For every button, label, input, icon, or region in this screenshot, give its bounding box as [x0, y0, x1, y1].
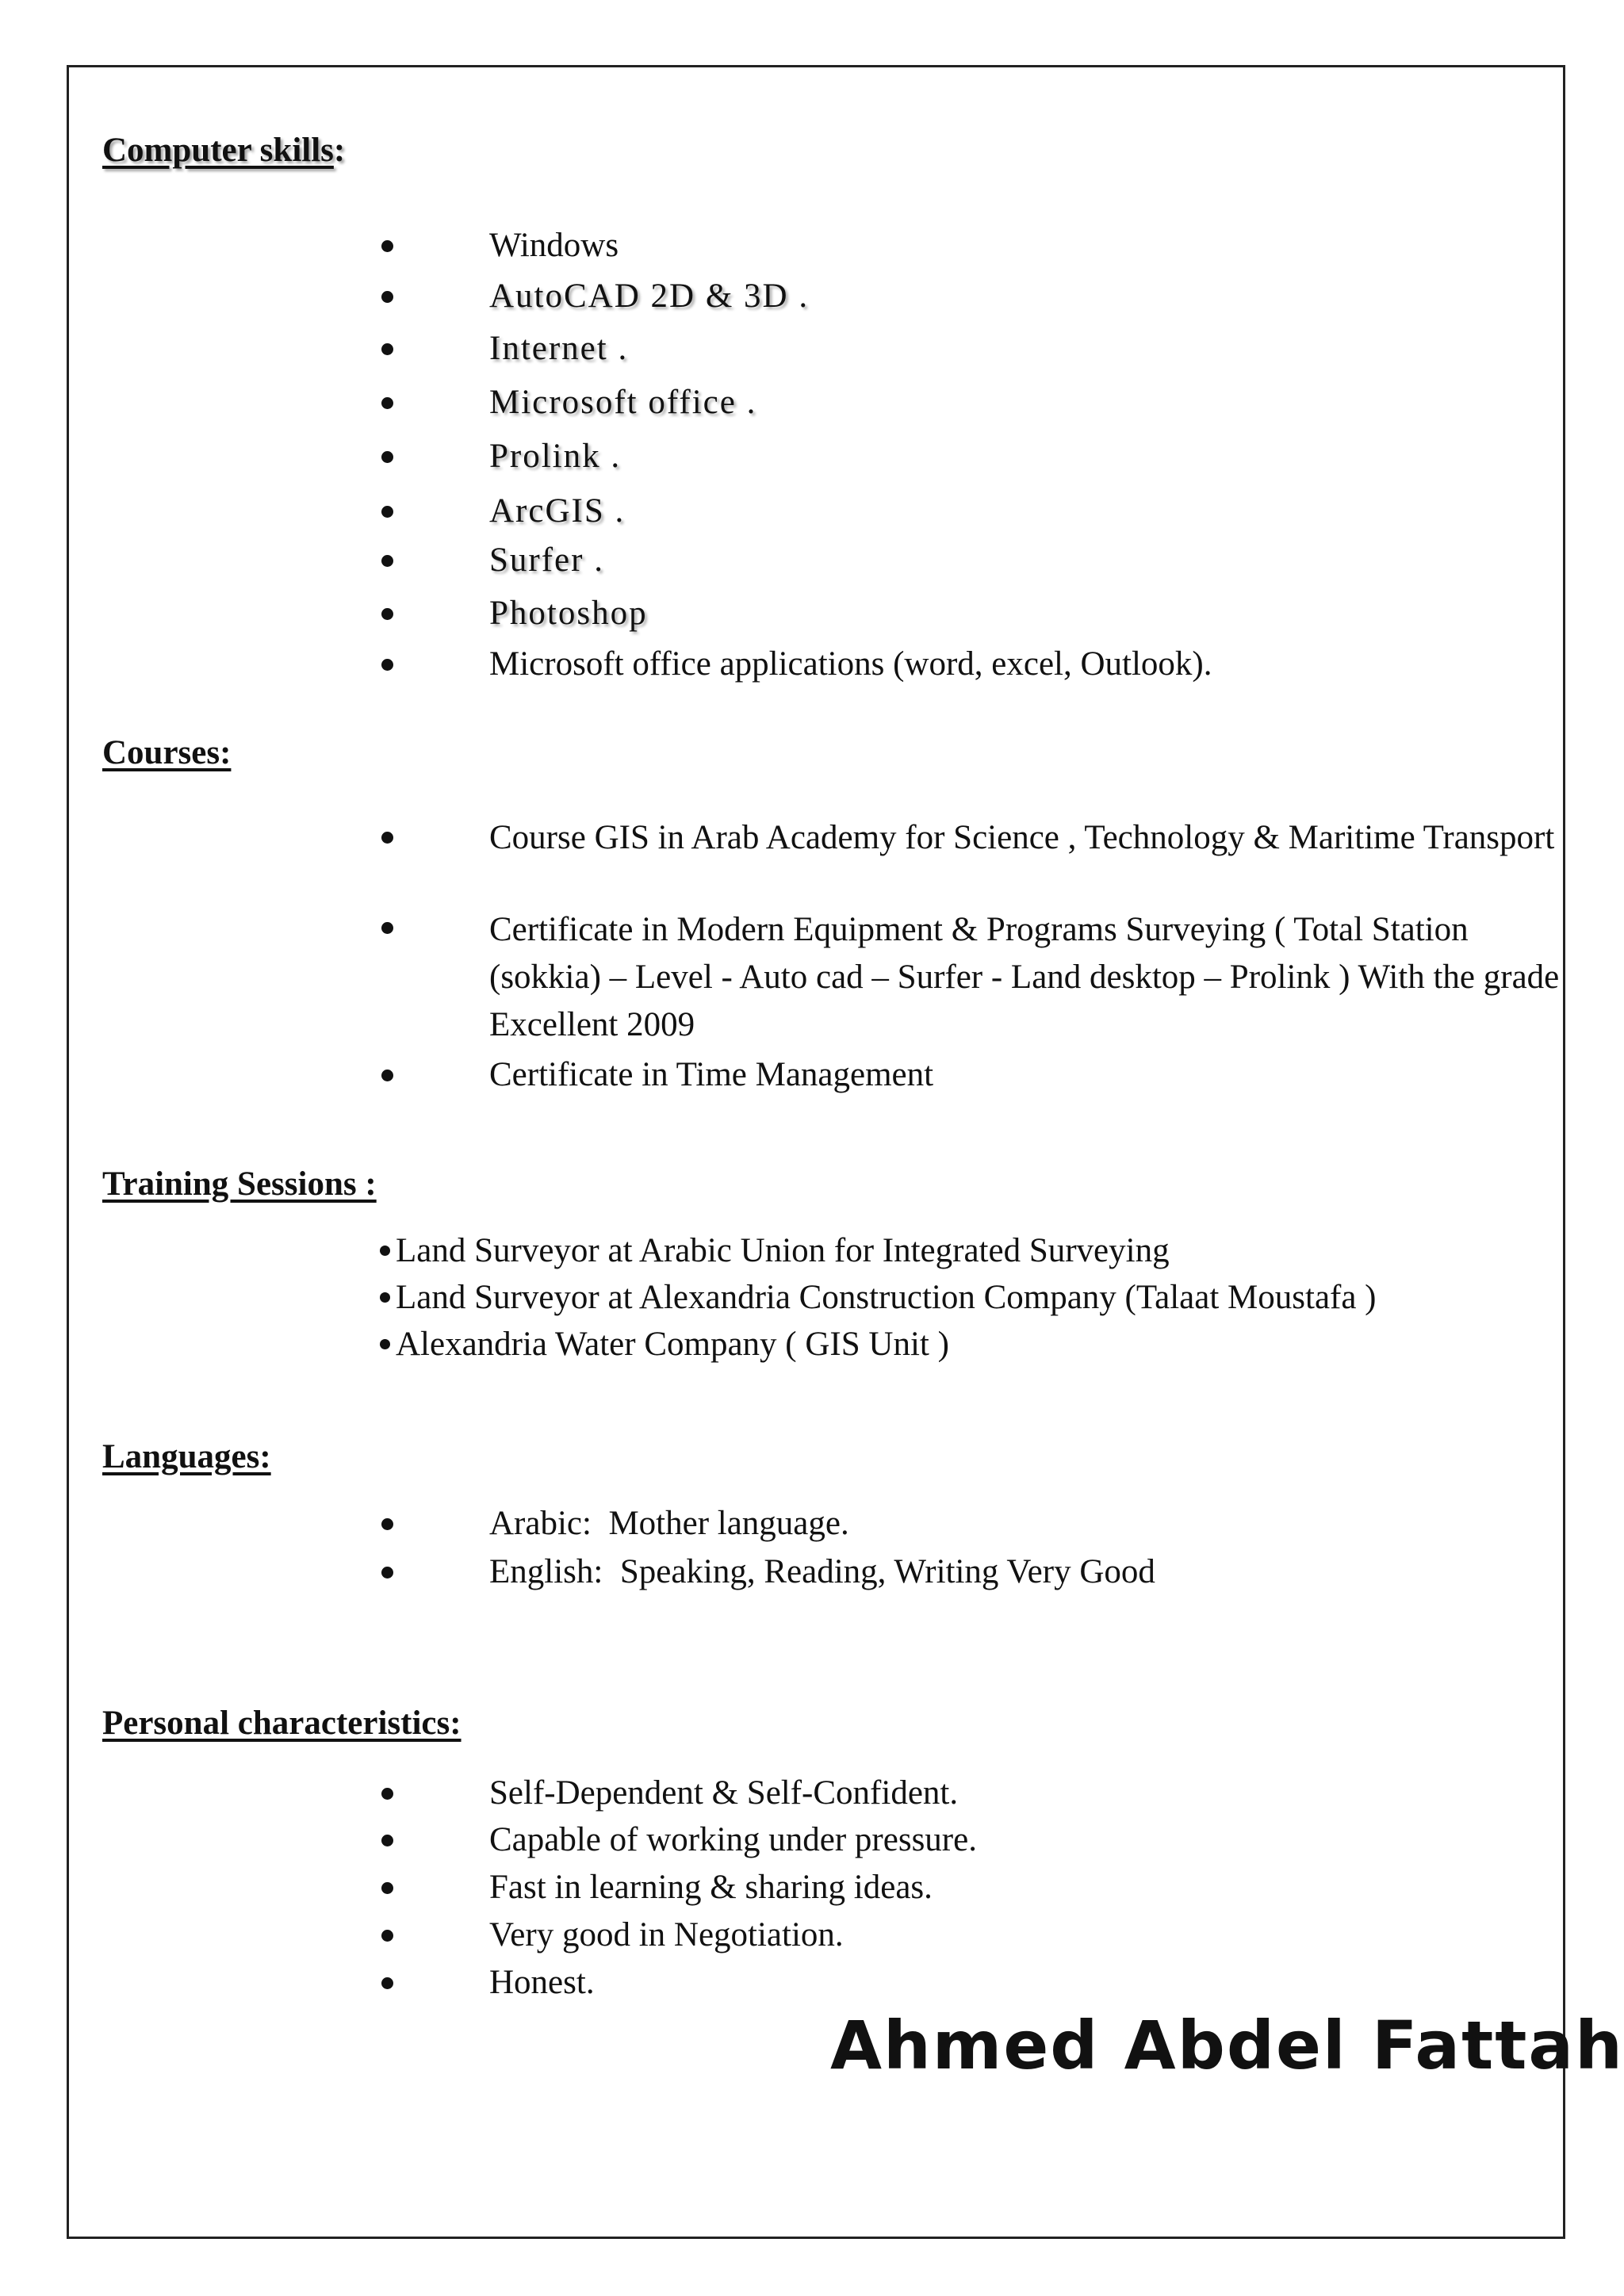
- bullet-icon: [381, 1567, 393, 1578]
- bullet-icon: [381, 506, 393, 518]
- bullet-icon: [381, 1518, 393, 1530]
- bullet-icon: [381, 1977, 393, 1989]
- bullet-icon: [381, 240, 393, 252]
- bullet-icon: [380, 1339, 390, 1349]
- bullet-icon: [381, 1070, 393, 1081]
- bullet-icon: [381, 451, 393, 463]
- bullet-icon: [381, 291, 393, 303]
- bullet-icon: [380, 1246, 390, 1256]
- bullet-icon: [381, 1835, 393, 1846]
- signature-name: Ahmed Abdel Fattah: [830, 2007, 1624, 2084]
- bullet-icon: [381, 832, 393, 844]
- bullet-icon: [381, 659, 393, 671]
- languages-heading: Languages:: [102, 1438, 271, 1475]
- training-sessions-heading: Training Sessions :: [102, 1165, 377, 1203]
- bullet-icon: [381, 1882, 393, 1894]
- language-value: Mother language.: [591, 1505, 849, 1542]
- bullet-icon: [381, 608, 393, 620]
- bullet-icon: [381, 555, 393, 567]
- personal-characteristics-heading: Personal characteristics:: [102, 1705, 462, 1742]
- language-label: Arabic:: [489, 1505, 592, 1542]
- computer-skills-heading: Computer skills:: [102, 132, 346, 169]
- bullet-icon: [381, 343, 393, 355]
- courses-heading: Courses:: [102, 734, 232, 771]
- language-label: English:: [489, 1553, 603, 1590]
- bullet-icon: [381, 397, 393, 409]
- language-value: Speaking, Reading, Writing Very Good: [603, 1553, 1155, 1590]
- bullet-icon: [381, 1930, 393, 1942]
- page-border: Computer skills: Windows AutoCAD 2D & 3D . Internet . Microsoft office . Prolink . ArcGIS . Surfer . Photoshop Microsoft office applications (word, excel, Outlook). Courses: Course GIS in Arab Academy for Science , Technology & Maritime Transport Certificate in Modern Equipment & Programs Surveying ( Total Station (sokkia) – Level - Auto cad – Surfer - Land desktop – Prolink ) With the grade Excellent 2009 Certificate in Time Management Training Sessions : Land Surveyor at Arabic Union for Integrated Surveying Land Surveyor at Alexandria Construction Company (Talaat Moustafa ) Alexandria Water Company ( GIS Unit ) Languages: Arabic: Mother language. English: Speaking, Reading, Writing Very Good Personal characteristics: Self-Dependent & Self-Confident. Capable of working under pressure. Fast in learning & sharing ideas. Very good in Negotiation. Honest. Ahmed Abdel Fattah: [67, 65, 1565, 2239]
- bullet-icon: [381, 922, 393, 934]
- bullet-icon: [381, 1788, 393, 1800]
- bullet-icon: [380, 1292, 390, 1303]
